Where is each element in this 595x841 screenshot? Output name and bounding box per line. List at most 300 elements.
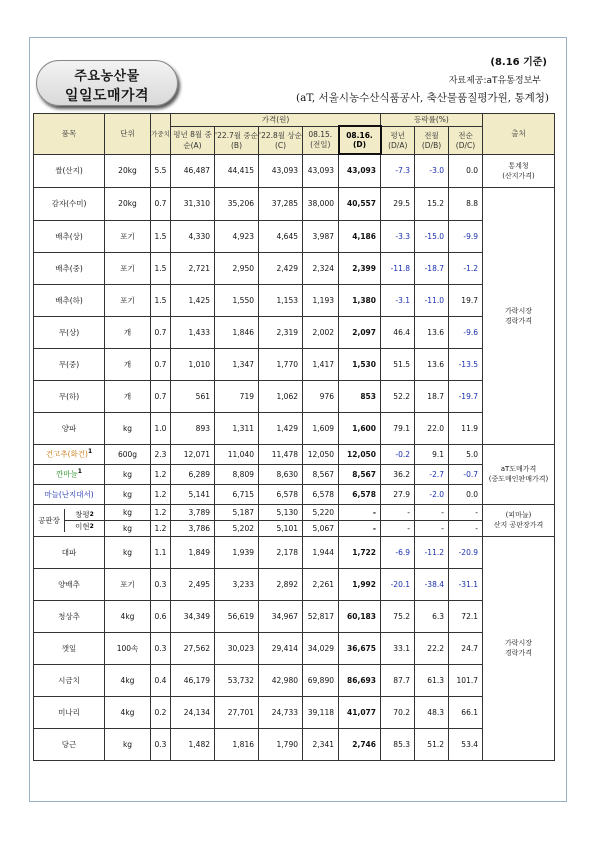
cell-price-p: 5,067: [303, 520, 339, 536]
header-r2: 전월 (D/B): [415, 126, 449, 154]
cell-price-p: 1,609: [303, 412, 339, 444]
table-row: [34, 536, 555, 568]
footnote-mark: 2: [89, 510, 94, 518]
cell-unit: kg: [105, 464, 151, 484]
cell-price-a: 4,330: [171, 220, 215, 252]
cell-w: 1.2: [151, 484, 171, 504]
cell-price-p: 43,093: [303, 154, 339, 187]
cell-price-p: 8,567: [303, 464, 339, 484]
item-name-text: 무(중): [58, 359, 80, 369]
cell-unit: kg: [105, 536, 151, 568]
title-line1: 주요농산물: [74, 69, 140, 84]
cell-rate-r2: -15.0: [415, 220, 449, 252]
cell-price-a: 24,134: [171, 696, 215, 728]
table-row: [34, 187, 555, 220]
cell-price-a: 12,071: [171, 444, 215, 464]
cell-w: 0.3: [151, 728, 171, 760]
item-name: [34, 412, 105, 444]
cell-price-a: 1,010: [171, 348, 215, 380]
item-name-text: 당근: [61, 739, 77, 749]
header-p4: 08.15. (전일): [303, 126, 339, 154]
cell-price-p: 2,324: [303, 252, 339, 284]
cell-price-b: 1,550: [215, 284, 259, 316]
item-name: [34, 464, 105, 484]
item-name: [34, 316, 105, 348]
cell-unit: kg: [105, 728, 151, 760]
cell-price-p: 976: [303, 380, 339, 412]
cell-price-b: 56,619: [215, 600, 259, 632]
cell-rate-r1: 46.4: [381, 316, 415, 348]
item-name-text: 창평: [75, 509, 90, 519]
cell-price-d: -: [339, 504, 381, 520]
cell-price-a: 46,179: [171, 664, 215, 696]
cell-price-d: 12,050: [339, 444, 381, 464]
cell-price-c: 6,578: [259, 484, 303, 504]
cell-price-c: 37,285: [259, 187, 303, 220]
cell-price-d: 1,380: [339, 284, 381, 316]
cell-w: 1.5: [151, 220, 171, 252]
cell-w: 0.3: [151, 568, 171, 600]
cell-price-p: 69,890: [303, 664, 339, 696]
cell-price-b: 4,923: [215, 220, 259, 252]
cell-price-d: 853: [339, 380, 381, 412]
footnote-mark: 2: [89, 522, 94, 530]
cell-price-b: 30,023: [215, 632, 259, 664]
item-name: [34, 728, 105, 760]
cell-price-p: 2,002: [303, 316, 339, 348]
cell-price-c: 5,130: [259, 504, 303, 520]
item-name: [34, 154, 105, 187]
cell-price-p: 39,118: [303, 696, 339, 728]
table-row: [34, 520, 555, 536]
cell-rate-r3: -: [449, 520, 483, 536]
item-name-text: 건고추(화건): [45, 449, 88, 459]
cell-price-d: 1,722: [339, 536, 381, 568]
item-name: [34, 220, 105, 252]
cell-rate-r1: -11.8: [381, 252, 415, 284]
cell-rate-r2: -18.7: [415, 252, 449, 284]
cell-rate-r3: 11.9: [449, 412, 483, 444]
cell-price-b: 44,415: [215, 154, 259, 187]
cell-rate-r3: -13.5: [449, 348, 483, 380]
cell-price-b: 1,347: [215, 348, 259, 380]
item-name-text: 감자(수미): [51, 199, 87, 208]
cell-price-d: 2,097: [339, 316, 381, 348]
table-row: [34, 220, 555, 252]
source-gongpanjang: [483, 504, 555, 536]
item-name: [34, 568, 105, 600]
cell-price-p: 1,417: [303, 348, 339, 380]
cell-unit: 포기: [105, 284, 151, 316]
gongpanjang-label: 공판장: [34, 509, 65, 532]
cell-unit: 개: [105, 316, 151, 348]
cell-unit: kg: [105, 412, 151, 444]
item-name-text: 미나리: [58, 707, 80, 717]
header-source: 출처: [483, 114, 555, 155]
cell-w: 0.4: [151, 664, 171, 696]
cell-price-c: 1,429: [259, 412, 303, 444]
header-rate-group: 등락률(%): [381, 114, 483, 127]
table-row: [34, 444, 555, 464]
cell-price-d: 2,746: [339, 728, 381, 760]
item-name-changpyeong: [65, 509, 104, 521]
cell-rate-r1: -20.1: [381, 568, 415, 600]
footnote-mark: 1: [87, 448, 93, 456]
title-line2: 일일도매가격: [64, 88, 150, 104]
cell-price-a: 5,141: [171, 484, 215, 504]
item-name: [34, 536, 105, 568]
cell-w: 0.7: [151, 380, 171, 412]
cell-rate-r2: 9.1: [415, 444, 449, 464]
cell-unit: kg: [105, 504, 151, 520]
cell-rate-r3: 72.1: [449, 600, 483, 632]
cell-price-b: 6,715: [215, 484, 259, 504]
cell-rate-r2: -11.0: [415, 284, 449, 316]
cell-rate-r2: 51.2: [415, 728, 449, 760]
cell-rate-r2: 6.3: [415, 600, 449, 632]
cell-rate-r1: 52.2: [381, 380, 415, 412]
cell-w: 0.2: [151, 696, 171, 728]
cell-rate-r1: 36.2: [381, 464, 415, 484]
item-name-ihyeon: [65, 521, 104, 532]
header-r3: 전순 (D/C): [449, 126, 483, 154]
cell-rate-r1: 27.9: [381, 484, 415, 504]
cell-price-b: 1,816: [215, 728, 259, 760]
cell-price-d: 36,675: [339, 632, 381, 664]
cell-rate-r2: -: [415, 504, 449, 520]
cell-price-d: 1,530: [339, 348, 381, 380]
cell-unit: 4kg: [105, 600, 151, 632]
table-row: [34, 632, 555, 664]
cell-rate-r2: 13.6: [415, 316, 449, 348]
item-name: [34, 187, 105, 220]
item-name-text: 배추(중): [55, 263, 83, 273]
cell-rate-r3: 5.0: [449, 444, 483, 464]
cell-rate-r1: 51.5: [381, 348, 415, 380]
header-r1: 평년 (D/A): [381, 126, 415, 154]
item-name: [34, 664, 105, 696]
cell-price-b: 35,206: [215, 187, 259, 220]
cell-price-b: 719: [215, 380, 259, 412]
cell-rate-r1: -: [381, 520, 415, 536]
header-price-group: 가격(원): [171, 114, 381, 127]
cell-rate-r3: -1.2: [449, 252, 483, 284]
cell-rate-r2: 61.3: [415, 664, 449, 696]
cell-unit: 포기: [105, 252, 151, 284]
cell-w: 5.5: [151, 154, 171, 187]
cell-rate-r1: -: [381, 504, 415, 520]
table-row: [34, 284, 555, 316]
table-row: [34, 664, 555, 696]
header-weight: 가중치: [151, 114, 171, 155]
item-name-text: 양배추: [58, 579, 80, 589]
cell-w: 0.7: [151, 348, 171, 380]
cell-w: 1.5: [151, 284, 171, 316]
cell-rate-r3: -20.9: [449, 536, 483, 568]
cell-unit: 20kg: [105, 154, 151, 187]
cell-price-c: 43,093: [259, 154, 303, 187]
cell-price-d: -: [339, 520, 381, 536]
header-p5: 08.16. (D): [339, 126, 381, 154]
item-name-text: 무(상): [58, 327, 80, 337]
cell-rate-r2: 22.2: [415, 632, 449, 664]
cell-rate-r2: -38.4: [415, 568, 449, 600]
cell-rate-r1: 87.7: [381, 664, 415, 696]
cell-price-a: 3,789: [171, 504, 215, 520]
cell-unit: 4kg: [105, 664, 151, 696]
cell-unit: 20kg: [105, 187, 151, 220]
cell-rate-r1: -0.2: [381, 444, 415, 464]
item-name-text: 무(하): [58, 391, 80, 401]
source-statistics: [483, 154, 555, 187]
item-name-text: 시금치: [58, 675, 80, 685]
item-name-text: 깻잎: [61, 643, 77, 653]
source-garak-2-line1: 가락시장: [504, 639, 533, 647]
cell-price-c: 2,429: [259, 252, 303, 284]
cell-price-b: 53,732: [215, 664, 259, 696]
cell-w: 1.2: [151, 504, 171, 520]
cell-price-p: 6,578: [303, 484, 339, 504]
cell-w: 1.5: [151, 252, 171, 284]
cell-rate-r1: 75.2: [381, 600, 415, 632]
cell-rate-r1: 70.2: [381, 696, 415, 728]
cell-rate-r1: -3.3: [381, 220, 415, 252]
cell-price-p: 2,341: [303, 728, 339, 760]
item-name: [34, 696, 105, 728]
cell-rate-r3: 0.0: [449, 484, 483, 504]
item-name: [34, 284, 105, 316]
item-name: [34, 380, 105, 412]
source-garak-1-line1: 가락시장: [504, 306, 533, 315]
header-item: 품목: [34, 114, 105, 155]
cell-w: 0.6: [151, 600, 171, 632]
cell-rate-r2: -3.0: [415, 154, 449, 187]
cell-price-d: 40,557: [339, 187, 381, 220]
item-name: [34, 632, 105, 664]
cell-rate-r3: -9.6: [449, 316, 483, 348]
cell-rate-r2: 13.6: [415, 348, 449, 380]
cell-w: 1.1: [151, 536, 171, 568]
cell-price-c: 11,478: [259, 444, 303, 464]
cell-price-a: 1,425: [171, 284, 215, 316]
cell-w: 0.7: [151, 187, 171, 220]
table-row: [34, 484, 555, 504]
cell-rate-r3: 8.8: [449, 187, 483, 220]
cell-price-c: 1,770: [259, 348, 303, 380]
cell-price-b: 27,701: [215, 696, 259, 728]
cell-price-b: 5,202: [215, 520, 259, 536]
cell-unit: 개: [105, 348, 151, 380]
cell-price-c: 8,630: [259, 464, 303, 484]
cell-price-c: 1,790: [259, 728, 303, 760]
cell-price-b: 1,311: [215, 412, 259, 444]
cell-price-b: 2,950: [215, 252, 259, 284]
footnote-mark: 1: [77, 468, 82, 476]
cell-w: 1.2: [151, 520, 171, 536]
cell-rate-r2: -11.2: [415, 536, 449, 568]
cell-price-c: 1,153: [259, 284, 303, 316]
table-body: [34, 154, 555, 760]
table-row: [34, 316, 555, 348]
cell-rate-r2: -2.0: [415, 484, 449, 504]
item-name-text: 이현: [75, 521, 90, 531]
cell-price-b: 1,846: [215, 316, 259, 348]
cell-unit: 100속: [105, 632, 151, 664]
item-name: [34, 444, 105, 464]
item-name: [34, 252, 105, 284]
cell-price-d: 1,600: [339, 412, 381, 444]
cell-rate-r3: 24.7: [449, 632, 483, 664]
item-name-text: 쌀(산지): [55, 166, 83, 175]
source-statistics-line2: (산지가격): [502, 171, 535, 180]
cell-unit: 포기: [105, 568, 151, 600]
cell-price-a: 27,562: [171, 632, 215, 664]
cell-price-c: 4,645: [259, 220, 303, 252]
cell-price-c: 34,967: [259, 600, 303, 632]
cell-rate-r1: 79.1: [381, 412, 415, 444]
cell-rate-r3: 0.0: [449, 154, 483, 187]
table-row: [34, 252, 555, 284]
cell-unit: 4kg: [105, 696, 151, 728]
cell-price-p: 2,261: [303, 568, 339, 600]
cell-price-a: 1,433: [171, 316, 215, 348]
cell-rate-r2: 48.3: [415, 696, 449, 728]
source-gongpanjang-line1: (피마늘): [505, 511, 532, 519]
cell-price-d: 86,693: [339, 664, 381, 696]
item-name-text: 대파: [61, 547, 77, 557]
cell-rate-r3: 19.7: [449, 284, 483, 316]
cell-rate-r2: 18.7: [415, 380, 449, 412]
cell-unit: 개: [105, 380, 151, 412]
cell-price-a: 3,786: [171, 520, 215, 536]
cell-price-p: 1,944: [303, 536, 339, 568]
cell-rate-r3: 101.7: [449, 664, 483, 696]
table-row: [34, 568, 555, 600]
cell-rate-r1: 33.1: [381, 632, 415, 664]
source-at: [483, 444, 555, 504]
cell-rate-r3: -31.1: [449, 568, 483, 600]
cell-price-c: 1,062: [259, 380, 303, 412]
item-name-text: 배추(상): [55, 231, 83, 241]
item-name: [34, 484, 105, 504]
cell-rate-r3: 53.4: [449, 728, 483, 760]
cell-price-p: 34,029: [303, 632, 339, 664]
table-row: [34, 380, 555, 412]
item-name-text: 양파: [61, 423, 77, 433]
cell-price-b: 5,187: [215, 504, 259, 520]
cell-rate-r1: -3.1: [381, 284, 415, 316]
source-garak-1: [483, 187, 555, 444]
table-row: [34, 464, 555, 484]
cell-price-b: 3,233: [215, 568, 259, 600]
cell-price-d: 2,399: [339, 252, 381, 284]
table-row: [34, 154, 555, 187]
cell-price-a: 34,349: [171, 600, 215, 632]
cell-price-a: 1,482: [171, 728, 215, 760]
cell-rate-r3: 66.1: [449, 696, 483, 728]
cell-rate-r2: 15.2: [415, 187, 449, 220]
cell-price-p: 1,193: [303, 284, 339, 316]
item-name-text: 청상추: [58, 611, 80, 621]
cell-price-b: 8,809: [215, 464, 259, 484]
cell-rate-r3: -9.9: [449, 220, 483, 252]
cell-w: 0.7: [151, 316, 171, 348]
cell-w: 2.3: [151, 444, 171, 464]
cell-price-d: 4,186: [339, 220, 381, 252]
cell-rate-r1: -6.9: [381, 536, 415, 568]
source-line1: 자료제공:aT유통정보부: [448, 76, 541, 86]
cell-rate-r2: -2.7: [415, 464, 449, 484]
source-at-line1: aT도매가격: [500, 465, 537, 473]
table-row: [34, 600, 555, 632]
cell-unit: kg: [105, 520, 151, 536]
cell-price-b: 1,939: [215, 536, 259, 568]
item-name-text: 배추(하): [55, 295, 83, 305]
cell-price-a: 561: [171, 380, 215, 412]
cell-w: 1.0: [151, 412, 171, 444]
source-garak-2: [483, 536, 555, 760]
cell-price-b: 11,040: [215, 444, 259, 464]
item-name: [34, 600, 105, 632]
cell-rate-r1: 29.5: [381, 187, 415, 220]
header-unit: 단위: [105, 114, 151, 155]
cell-price-a: 893: [171, 412, 215, 444]
cell-unit: 600g: [105, 444, 151, 464]
cell-price-c: 29,414: [259, 632, 303, 664]
cell-price-p: 52,817: [303, 600, 339, 632]
cell-price-p: 12,050: [303, 444, 339, 464]
source-at-line2: (중도매인판매가격): [488, 475, 549, 483]
cell-rate-r3: -: [449, 504, 483, 520]
standard-date: (8.16 기준): [490, 57, 547, 68]
cell-price-d: 43,093: [339, 154, 381, 187]
cell-unit: kg: [105, 484, 151, 504]
cell-price-a: 46,487: [171, 154, 215, 187]
cell-price-d: 41,077: [339, 696, 381, 728]
cell-price-p: 38,000: [303, 187, 339, 220]
price-table: [33, 113, 555, 761]
item-name: [34, 348, 105, 380]
cell-rate-r2: -: [415, 520, 449, 536]
gongpanjang-item-cell: [34, 504, 105, 536]
cell-price-c: 2,178: [259, 536, 303, 568]
cell-price-c: 2,892: [259, 568, 303, 600]
cell-rate-r2: 22.0: [415, 412, 449, 444]
header-p1: 평년 8월 중순(A): [171, 126, 215, 154]
title-ribbon: [36, 60, 178, 106]
cell-w: 1.2: [151, 464, 171, 484]
header-p2: '22.7월 중순(B): [215, 126, 259, 154]
source-garak-1-line2: 경락가격: [504, 316, 533, 325]
item-name-text: 깐마늘: [56, 469, 78, 479]
table-row: [34, 728, 555, 760]
cell-rate-r1: 85.3: [381, 728, 415, 760]
cell-price-p: 5,220: [303, 504, 339, 520]
cell-price-d: 60,183: [339, 600, 381, 632]
source-gongpanjang-line2: 산지 공판장가격: [493, 521, 544, 529]
cell-price-a: 2,721: [171, 252, 215, 284]
cell-price-a: 6,289: [171, 464, 215, 484]
cell-price-d: 1,992: [339, 568, 381, 600]
cell-rate-r3: -0.7: [449, 464, 483, 484]
cell-price-d: 6,578: [339, 484, 381, 504]
cell-price-p: 3,987: [303, 220, 339, 252]
header-p3: '22.8월 상순(C): [259, 126, 303, 154]
cell-price-a: 31,310: [171, 187, 215, 220]
cell-price-d: 8,567: [339, 464, 381, 484]
table-row: [34, 696, 555, 728]
source-line2: (aT, 서울시농수산식품공사, 축산물품질평가원, 통계청): [296, 92, 549, 104]
